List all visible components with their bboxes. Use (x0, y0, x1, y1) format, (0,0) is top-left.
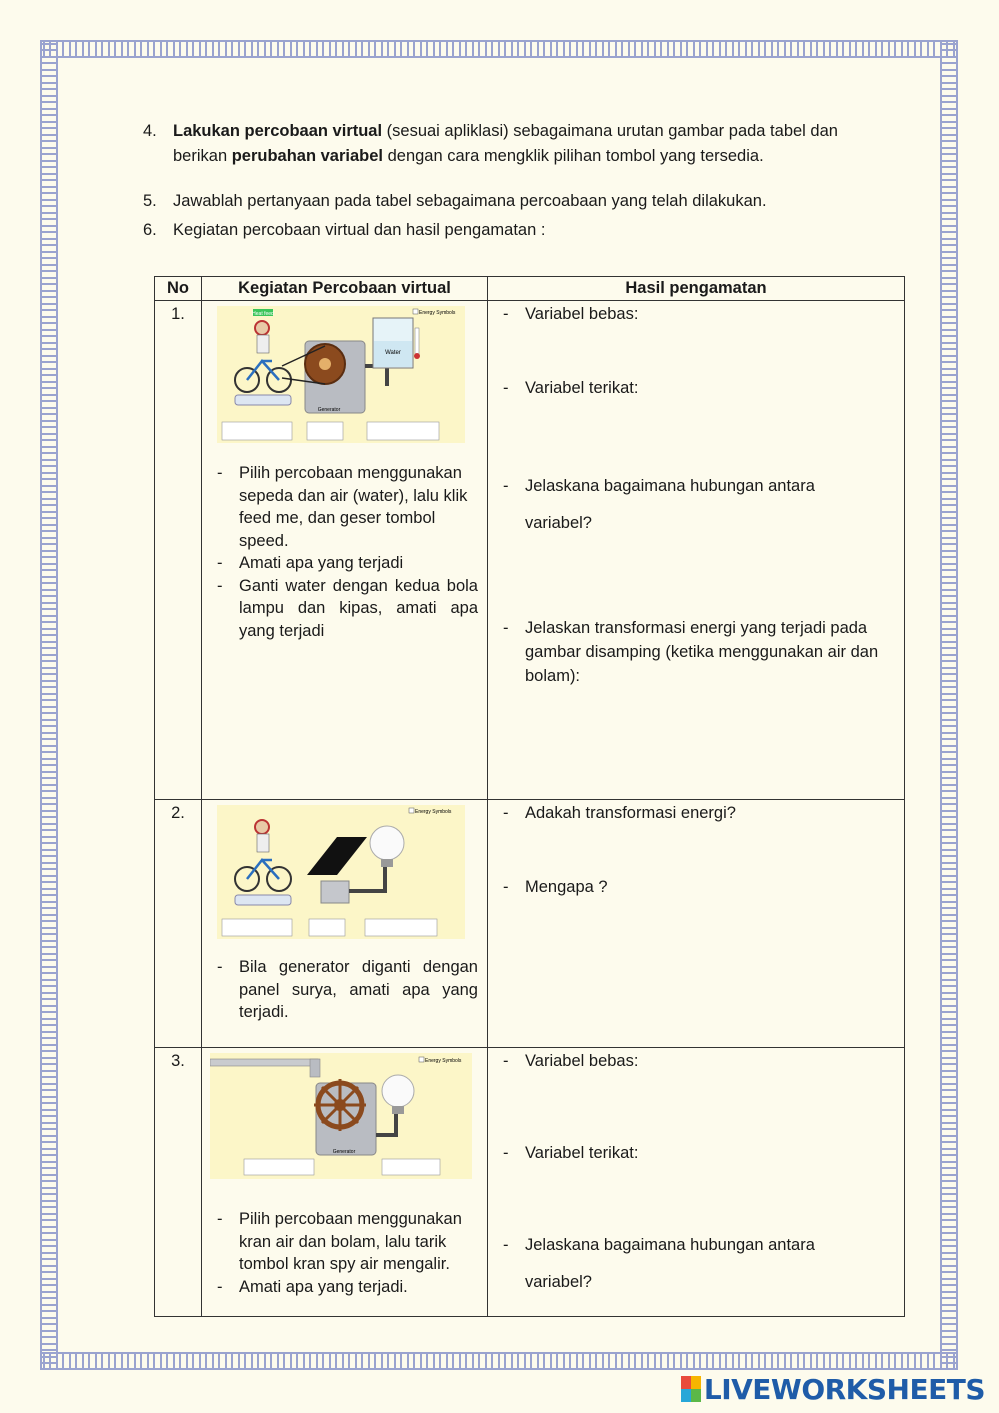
activity-cell (202, 1048, 488, 1317)
list-item: - Pilih percobaan menggunakan kran air dan bolam, lalu tarik tombol kran spy air mengalir. (203, 1208, 486, 1276)
question-free-variable: - Variabel bebas: (501, 1049, 895, 1073)
generator-label: Generator (317, 407, 341, 413)
question-relationship: - Jelaskana bagaimana hubungan antara variabel? (501, 468, 865, 542)
energy-symbols-checkbox: Energy Symbols (425, 1058, 462, 1064)
question-free-variable: - Variabel bebas: (501, 302, 895, 326)
list-item: - Amati apa yang terjadi (203, 552, 486, 575)
activity-steps (203, 462, 486, 642)
header-observation: Hasil pengamatan (488, 277, 905, 301)
water-label: Water (385, 350, 401, 356)
list-item: - Bila generator diganti dengan panel surya, amati apa yang terjadi. (203, 956, 486, 1024)
activity-cell (202, 301, 488, 800)
activity-cell (202, 800, 488, 1048)
row-number: 3. (155, 1048, 202, 1317)
question-relationship: - Jelaskana bagaimana hubungan antara variabel? (501, 1227, 865, 1301)
question-energy-transformation: - Jelaskan transformasi energi yang terjadi pada gambar disamping (ketika menggunakan air dan bolam): (501, 616, 895, 688)
energy-symbols-checkbox: Energy Symbols (415, 809, 452, 815)
row-number: 1. (155, 301, 202, 800)
generator-label: Generator (332, 1149, 356, 1155)
logo-text: LIVEWORKSHEETS (703, 1372, 985, 1406)
instruction-4: 4. Lakukan percobaan virtual (sesuai apliklasi) sebagaimana urutan gambar pada tabel dan berikan perubahan variabel dengan cara mengklik pilihan tombol yang tersedia. (143, 122, 838, 165)
liveworksheets-logo (681, 1372, 985, 1406)
energy-symbols-checkbox: Energy Symbols (419, 310, 456, 316)
heat-feed-badge: Heat feed (252, 311, 274, 317)
activity-steps (203, 956, 486, 1024)
logo-icon (681, 1376, 701, 1402)
question-why: - Mengapa ? (501, 875, 895, 899)
question-bound-variable: - Variabel terikat: (501, 1141, 895, 1165)
question-bound-variable: - Variabel terikat: (501, 376, 895, 400)
question-energy-transformation: - Adakah transformasi energi? (501, 801, 895, 825)
observation-cell (488, 301, 905, 800)
simulation-image (217, 306, 465, 443)
experiment-table (154, 276, 905, 1317)
observation-cell (488, 1048, 905, 1317)
list-item: - Ganti water dengan kedua bola lampu dan kipas, amati apa yang terjadi (203, 575, 486, 643)
simulation-image (217, 805, 465, 939)
list-item: - Amati apa yang terjadi. (203, 1276, 486, 1299)
instruction-6: 6. Kegiatan percobaan virtual dan hasil pengamatan : (143, 221, 546, 239)
instruction-5: 5. Jawablah pertanyaan pada tabel sebagaimana percoabaan yang telah dilakukan. (143, 192, 767, 210)
header-activity: Kegiatan Percobaan virtual (202, 277, 488, 301)
simulation-image (210, 1053, 472, 1179)
header-no: No (155, 277, 202, 301)
activity-steps (203, 1208, 486, 1298)
list-item: - Pilih percobaan menggunakan sepeda dan air (water), lalu klik feed me, dan geser tombol speed. (203, 462, 486, 552)
observation-cell (488, 800, 905, 1048)
row-number: 2. (155, 800, 202, 1048)
